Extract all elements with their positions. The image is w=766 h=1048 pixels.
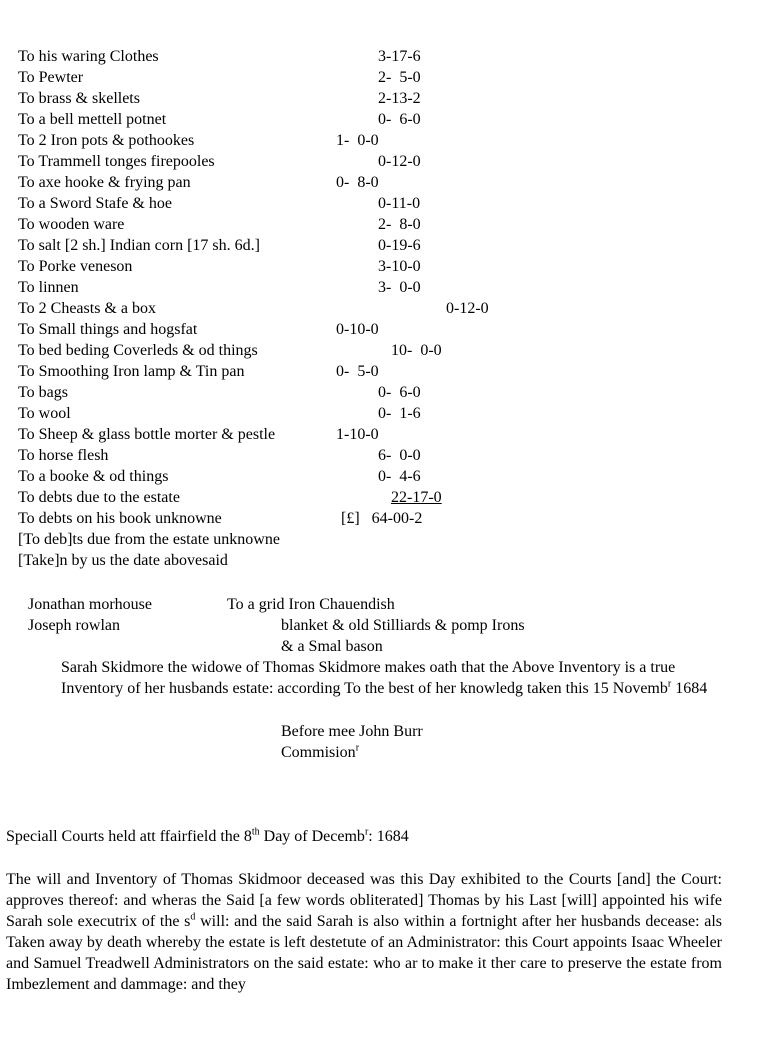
inventory-item-amount: 0- 6-0 — [378, 384, 421, 401]
inventory-row — [18, 172, 758, 193]
inventory-row — [18, 46, 758, 67]
inventory-item-amount: 3- 0-0 — [378, 279, 421, 296]
inventory-row — [18, 403, 758, 424]
court-heading: Speciall Courts held att ffairfield the 8th Day of Decemb$^r$: 1684 — [6, 826, 409, 845]
inventory-row — [18, 445, 758, 466]
oath-text: Sarah Skidmore the widowe of Thomas Skidmore makes oath that the Above Inventory is a true Inventory of her husbands estate: according To the best of her knowledg taken this 15 Novemb — [61, 659, 676, 697]
inventory-row — [18, 508, 758, 529]
inventory-item-amount: 0- 8-0 — [336, 174, 379, 191]
inventory-row — [18, 361, 758, 382]
inventory-row — [18, 319, 758, 340]
oath-before: Before mee John Burr — [281, 723, 423, 740]
appraiser-name-2: Joseph rowlan — [28, 617, 120, 634]
inventory-item-description: To brass & skellets — [18, 90, 140, 107]
inventory-item-description: To debts due to the estate — [18, 489, 180, 506]
inventory-row — [18, 382, 758, 403]
oath-sup: r — [667, 678, 672, 690]
addendum-line-1: To a grid Iron Chauendish — [227, 596, 395, 613]
oath-year: 1684 — [671, 680, 708, 697]
inventory-item-amount: 22-17-0 — [391, 489, 442, 506]
inventory-item-description: [To deb]ts due from the estate unknowne — [18, 531, 280, 548]
inventory-row — [18, 193, 758, 214]
court-paragraph: The will and Inventory of Thomas Skidmoor deceased was this Day exhibited to the Courts [and] the Court: approves thereof: and wheras the Said [a few words obliterated] Thomas by his Last [will] appointed his wife Sarah sole executrix of the $s^d$ will: and the said Sarah is also within a fortnight after her husbands decease: als Taken away by death whereby the estate is left destetute of an Administrator: this Court appoints Isaac Wheeler and Samuel Treadwell Administrators on the said estate: who ar to make it ther care to preserve the estate from Imbezlement and dammage: and they — [6, 871, 722, 993]
inventory-row — [18, 298, 758, 319]
inventory-item-description: To axe hooke & frying pan — [18, 174, 191, 191]
inventory-item-description: To linnen — [18, 279, 79, 296]
addendum-line-2: blanket & old Stilliards & pomp Irons — [281, 617, 525, 634]
inventory-item-amount: 0-10-0 — [336, 321, 379, 338]
inventory-item-amount: 6- 0-0 — [378, 447, 421, 464]
inventory-item-description: To a booke & od things — [18, 468, 169, 485]
inventory-item-amount: [£] 64-00-2 — [341, 510, 423, 527]
inventory-item-description: To debts on his book unknowne — [18, 510, 222, 527]
inventory-item-description: To salt [2 sh.] Indian corn [17 sh. 6d.] — [18, 237, 260, 254]
addendum-line-3: & a Smal bason — [281, 638, 383, 655]
inventory-item-amount: 1-10-0 — [336, 426, 379, 443]
inventory-item-description: To Trammell tonges firepooles — [18, 153, 215, 170]
inventory-item-amount: 0-12-0 — [378, 153, 421, 170]
inventory-item-description: To Sheep & glass bottle morter & pestle — [18, 426, 276, 443]
inventory-row — [18, 466, 758, 487]
inventory-item-amount: 10- 0-0 — [391, 342, 442, 359]
inventory-item-amount: 1- 0-0 — [336, 132, 379, 149]
inventory-row — [18, 550, 758, 571]
inventory-item-description: To bed beding Coverleds & od things — [18, 342, 258, 359]
oath-commission: Commision$^r$ — [281, 742, 360, 761]
inventory-item-amount: 2- 5-0 — [378, 69, 421, 86]
inventory-item-amount: 2-13-2 — [378, 90, 421, 107]
inventory-item-description: To wool — [18, 405, 71, 422]
inventory-row — [18, 424, 758, 445]
inventory-row — [18, 340, 758, 361]
inventory-row — [18, 487, 758, 508]
inventory-item-description: To Smoothing Iron lamp & Tin pan — [18, 363, 245, 380]
inventory-row — [18, 214, 758, 235]
inventory-item-amount: 3-17-6 — [378, 48, 421, 65]
inventory-item-amount: 0-19-6 — [378, 237, 421, 254]
oath-paragraph — [61, 657, 725, 699]
inventory-item-description: To 2 Cheasts & a box — [18, 300, 156, 317]
inventory-item-description: To his waring Clothes — [18, 48, 159, 65]
inventory-item-description: To a bell mettell potnet — [18, 111, 167, 128]
inventory-item-amount: 0-12-0 — [446, 300, 489, 317]
inventory-item-amount: 0- 1-6 — [378, 405, 421, 422]
inventory-item-description: [Take]n by us the date abovesaid — [18, 552, 228, 569]
inventory-item-description: To Pewter — [18, 69, 84, 86]
inventory-row — [18, 151, 758, 172]
appraiser-name-1: Jonathan morhouse — [28, 596, 152, 613]
inventory-row — [18, 130, 758, 151]
inventory-item-amount: 0-11-0 — [378, 195, 421, 212]
inventory-item-description: To wooden ware — [18, 216, 125, 233]
inventory-item-description: To Small things and hogsfat — [18, 321, 198, 338]
inventory-item-amount: 3-10-0 — [378, 258, 421, 275]
inventory-row — [18, 109, 758, 130]
inventory-row — [18, 256, 758, 277]
inventory-row — [18, 67, 758, 88]
inventory-row — [18, 529, 758, 550]
inventory-row — [18, 88, 758, 109]
inventory-row — [18, 277, 758, 298]
inventory-item-amount: 0- 5-0 — [336, 363, 379, 380]
inventory-item-amount: 0- 4-6 — [378, 468, 421, 485]
inventory-item-amount: 2- 8-0 — [378, 216, 421, 233]
inventory-item-description: To Porke veneson — [18, 258, 133, 275]
inventory-item-amount: 0- 6-0 — [378, 111, 421, 128]
inventory-item-description: To a Sword Stafe & hoe — [18, 195, 172, 212]
inventory-item-description: To 2 Iron pots & pothookes — [18, 132, 195, 149]
inventory-item-description: To horse flesh — [18, 447, 109, 464]
inventory-item-description: To bags — [18, 384, 68, 401]
inventory-row — [18, 235, 758, 256]
